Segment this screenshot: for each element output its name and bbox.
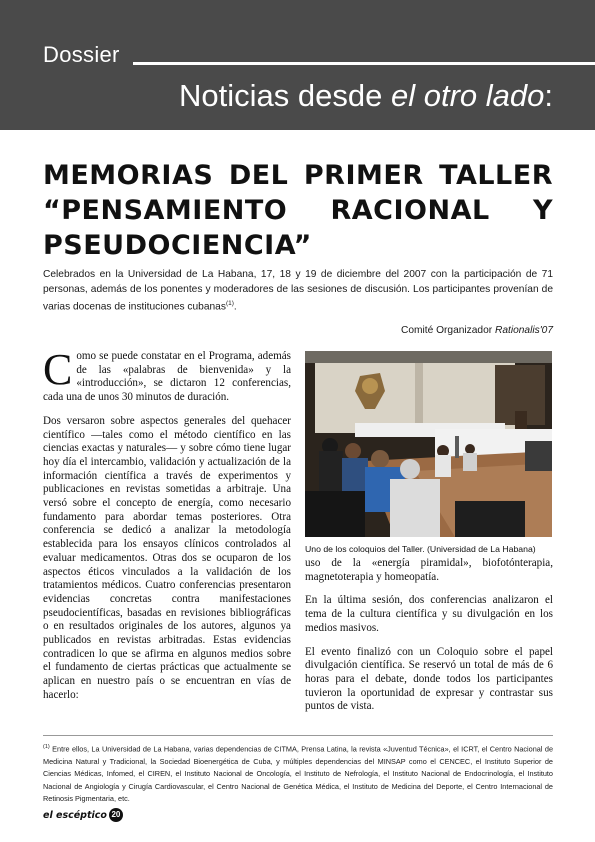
drop-cap: C — [43, 345, 73, 394]
title-line-1: MEMORIAS DEL PRIMER TALLER — [43, 160, 553, 191]
byline — [401, 325, 553, 336]
paragraph-4: En la última sesión, dos conferencias analizaron el tema de la cultura científica y su divulgación en los medios masivos. — [305, 594, 553, 634]
column-right — [305, 557, 553, 724]
lead-footnote-ref: (1) — [225, 300, 234, 308]
section-subtitle — [179, 78, 553, 114]
paragraph-2: Dos versaron sobre aspectos generales del quehacer científico —tales como el método científico en las ciencias exactas y naturales— y sobre cómo tiene lugar hoy día el intercambio, validación y actualización de la información científica a través de experimentos y publicaciones en revistas sometidas a arbitraje. Una versó sobre el concepto de energía, como necesario fundamento para abordar temas posteriores. Otra conferencia se dedicó a analizar la metodología establecida para los ensayos clínicos controlados al evaluar medicamentos. Otras dos se ocuparon de los aspectos éticos vinculados a la validación de los tratamientos médicos. Cuatro conferencias presentaron evidencias concretas contra manifestaciones pseudocientíficas, basadas en revisiones bibliográficas o en resultados originales de los autores, algunos ya publicados en revistas arbitradas. Estas evidencias contradicen lo que se afirma en algunos medios sobre el fundamento de ciertas prácticas que actualmente se aplican en nuestro país o se encuentran en vías de hacerlo: — [43, 414, 291, 701]
paragraph-3: uso de la «energía piramidal», biofotónterapia, magnetoterapia y homeopatía. — [305, 557, 553, 583]
header-band — [0, 0, 595, 130]
byline-italic: Rationalis'07 — [494, 325, 553, 336]
lead-text: Celebrados en la Universidad de La Habana, 17, 18 y 19 de diciembre del 2007 con la participación de 71 personas, además de los ponentes y moderadores de las sesiones de discusión. Los participantes provenían de varias docenas de instituciones cubanas — [43, 269, 553, 313]
photo-caption: Uno de los coloquios del Taller. (Universidad de La Habana) — [305, 544, 536, 554]
page-footer — [43, 807, 123, 823]
section-label: Dossier — [43, 42, 120, 67]
subtitle-prefix: Noticias desde — [179, 78, 391, 113]
footnote-divider — [43, 735, 553, 736]
footnote — [43, 741, 553, 805]
footnote-text: Entre ellos, La Universidad de La Habana, varias dependencias de CITMA, Prensa Latina, la revista «Juventud Técnica», el ICRT, el Centro Nacional de Medicina Natural y Tradicional, la Sociedad Bioenergética de Cuba, y múltiples dependencias del MINSAP como el CENCEC, el Instituto Superior de Ciencias Médicas, Infomed, el CIREN, el Instituto Nacional de Oncología, el Instituto de Nefrología, el Instituto Nacional de Endocrinología, el Instituto Nacional de Angiología y Cirugía Cardiovascular, el Centro Nacional de Genética Médica, el Instituto de Medicina del Deporte, el Centro Internacional de Retinosis Pigmentaria, etc. — [43, 744, 553, 804]
header-rule — [133, 62, 595, 65]
byline-prefix: Comité Organizador — [400, 325, 495, 336]
article-photo — [305, 351, 552, 537]
paragraph-5: El evento finalizó con un Coloquio sobre el papel divulgación científica. Se reservó un total de más de 6 horas para el debate, donde todos los participantes tuvieron la oportunidad de expresar y contrastar sus puntos de vista. — [305, 645, 553, 713]
lead-end: . — [233, 301, 237, 313]
page-number: 20 — [109, 808, 123, 822]
title-line-2: “PENSAMIENTO RACIONAL Y — [43, 195, 553, 226]
paragraph-1-text: omo se puede constatar en el Programa, además de las «palabras de bienvenida» y la «introducción», se dictaron 12 conferencias, cada una de unos 30 minutos de duración. — [43, 350, 291, 404]
footnote-marker: (1) — [43, 744, 50, 750]
paragraph-1 — [43, 345, 291, 405]
article-title — [43, 158, 553, 263]
article-lead — [43, 268, 553, 315]
subtitle-suffix: : — [544, 78, 553, 113]
photo-illustration — [305, 351, 552, 537]
subtitle-italic: el otro lado — [390, 78, 545, 113]
title-line-3: PSEUDOCIENCIA” — [43, 230, 312, 261]
magazine-name: el escéptico — [43, 809, 107, 821]
column-left — [43, 345, 291, 713]
